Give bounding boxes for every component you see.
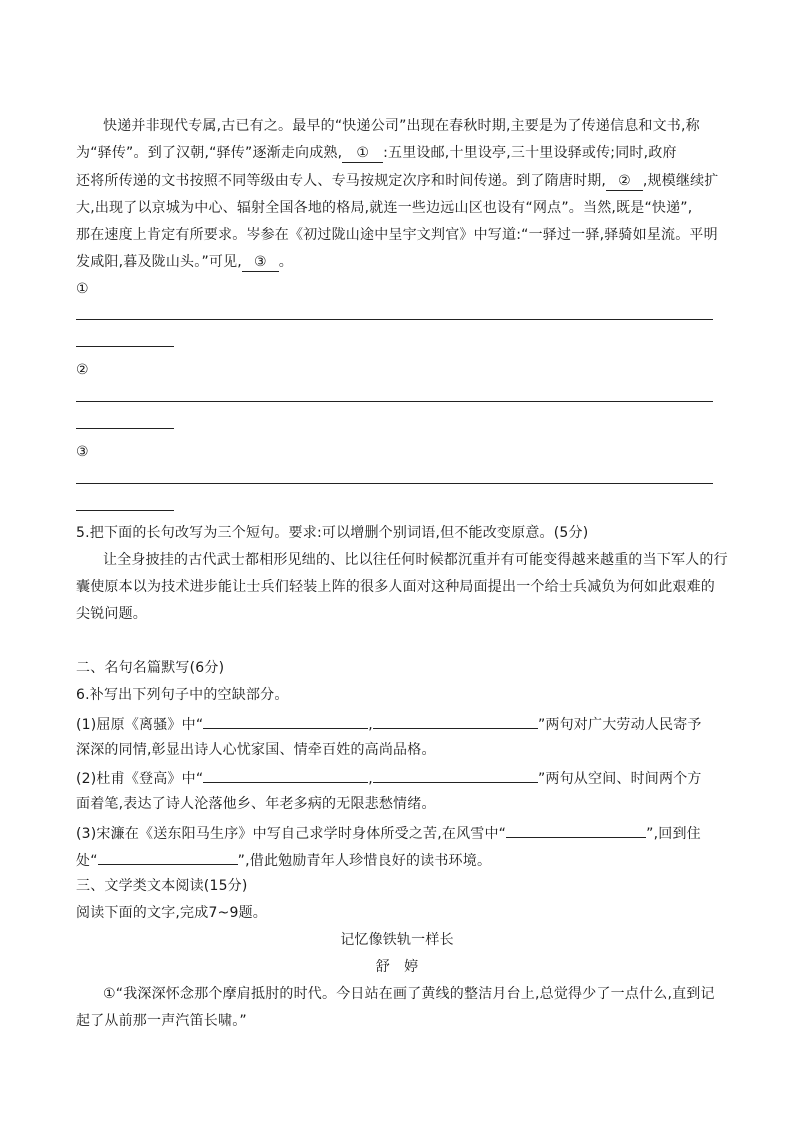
article-title: 记忆像铁轨一样长 — [340, 932, 454, 948]
q5-sentence-line: 让全身披挂的古代武士都相形见绌的、比以往任何时候都沉重并有可能变得越来越重的当下军人的行 — [103, 552, 728, 568]
reading-instruction: 阅读下面的文字,完成7~9题。 — [76, 905, 267, 921]
passage-line — [76, 253, 293, 272]
fill-blank[interactable] — [203, 714, 368, 729]
answer-label-3: ③ — [76, 444, 89, 460]
passage-text: ,规模继续扩 — [642, 173, 719, 189]
passage-text: 发咸阳,暮及陇山头。”可见, — [76, 254, 242, 270]
blank-2: ② — [606, 172, 643, 191]
answer-line[interactable] — [76, 428, 174, 429]
q6-text: ”两句从空间、时间两个方 — [537, 771, 702, 787]
q6-item-2-cont: 面着笔,表达了诗人沦落他乡、年老多病的无限悲愁情绪。 — [76, 796, 436, 812]
q6-item-1 — [76, 714, 702, 734]
q6-item-3-cont — [76, 850, 491, 870]
passage-text: :五里设邮,十里设亭,三十里设驿或传;同时,政府 — [383, 145, 677, 161]
answer-line[interactable] — [76, 401, 713, 402]
q6-text: ”两句对广大劳动人民寄予 — [537, 717, 702, 733]
answer-label-1: ① — [76, 281, 89, 297]
q6-text: 处“ — [76, 853, 98, 869]
answer-line[interactable] — [76, 319, 713, 320]
q6-text: (3)宋濂在《送东阳马生序》中写自己求学时身体所受之苦,在风雪中“ — [76, 826, 507, 842]
passage-line — [76, 172, 718, 191]
blank-1: ① — [342, 144, 383, 163]
question-6-stem: 6.补写出下列句子中的空缺部分。 — [76, 687, 289, 703]
q6-item-3 — [76, 823, 701, 843]
q6-text: ”,借此勉励青年人珍惜良好的读书环境。 — [237, 853, 492, 869]
passage-line — [76, 144, 677, 163]
q6-item-2 — [76, 768, 702, 788]
q6-comma: , — [368, 717, 373, 733]
passage-line: 大,出现了以京城为中心、辐射全国各地的格局,就连一些边远山区也设有“网点”。当然,既是“快递”, — [76, 200, 693, 216]
fill-blank[interactable] — [373, 714, 538, 729]
q6-text: (1)屈原《离骚》中“ — [76, 717, 204, 733]
q6-comma: , — [368, 771, 373, 787]
article-paragraph-line: 起了从前那一声汽笛长啸。” — [76, 1013, 247, 1029]
q6-text: (2)杜甫《登高》中“ — [76, 771, 204, 787]
answer-label-2: ② — [76, 362, 89, 378]
answer-line[interactable] — [76, 346, 174, 347]
q6-text: ”,回到住 — [646, 826, 701, 842]
question-5-stem: 5.把下面的长句改写为三个短句。要求:可以增删个别词语,但不能改变原意。(5分) — [76, 525, 589, 541]
answer-line[interactable] — [76, 483, 713, 484]
passage-line: 快递并非现代专属,古已有之。最早的“快递公司”出现在春秋时期,主要是为了传递信息和文书,称 — [103, 118, 700, 134]
blank-3: ③ — [242, 253, 279, 272]
section-2-heading: 二、名句名篇默写(6分) — [76, 660, 225, 676]
section-3-heading: 三、文学类文本阅读(15分) — [76, 878, 248, 894]
fill-blank[interactable] — [373, 768, 538, 783]
q6-item-1-cont: 深深的同情,彰显出诗人心忧家国、情牵百姓的高尚品格。 — [76, 742, 436, 758]
fill-blank[interactable] — [98, 850, 238, 865]
fill-blank[interactable] — [506, 823, 646, 838]
answer-line[interactable] — [76, 510, 174, 511]
passage-text: 为“驿传”。到了汉朝,“驿传”逐渐走向成熟, — [76, 145, 343, 161]
article-paragraph-line: ①“我深深怀念那个摩肩抵肘的时代。今日站在画了黄线的整洁月台上,总觉得少了一点什么,直到记 — [103, 986, 715, 1002]
q5-sentence-line: 尖锐问题。 — [76, 606, 147, 622]
passage-line: 那在速度上肯定有所要求。岑参在《初过陇山途中呈宇文判官》中写道:“一驿过一驿,驿骑如星流。平明 — [76, 227, 718, 243]
article-author: 舒 婷 — [375, 959, 419, 975]
passage-text: 。 — [278, 254, 293, 270]
fill-blank[interactable] — [203, 768, 368, 783]
q5-sentence-line: 囊使原本以为技术进步能让士兵们轻装上阵的很多人面对这种局面提出一个给士兵减负为何如此艰难的 — [76, 579, 715, 595]
passage-text: 还将所传递的文书按照不同等级由专人、专马按规定次序和时间传递。到了隋唐时期, — [76, 173, 607, 189]
